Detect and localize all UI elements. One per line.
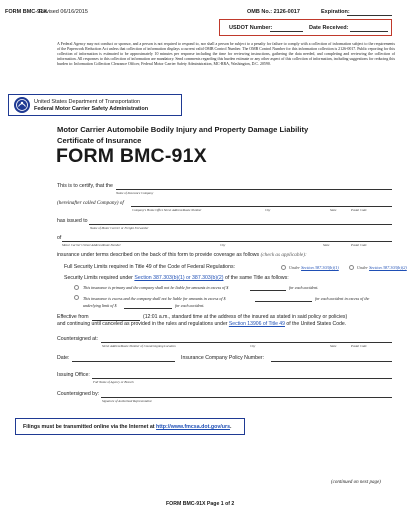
certify-label: This is to certify, that the — [57, 183, 113, 189]
under-b1-text — [289, 265, 339, 270]
insurance-company-field[interactable] — [116, 189, 392, 190]
agency-banner — [8, 94, 182, 116]
primary-insurance-text: This insurance is primary and the company shall not be liable for amounts in excess of $ — [83, 285, 229, 290]
underlying-for-each-accident: for each accident. — [175, 302, 205, 308]
usc-label: of the United States Code. — [286, 321, 347, 327]
carrier-address-field[interactable] — [62, 241, 392, 242]
filing-notice-text — [23, 424, 232, 430]
under-b2-label: Under — [357, 264, 368, 270]
issuing-office-field[interactable] — [92, 378, 392, 379]
motor-carrier-caption: Name of Motor Carrier or Freight Forwarder — [90, 226, 149, 230]
postal-caption-1: Postal Code — [351, 208, 367, 212]
postal-caption-3: Postal Code — [351, 344, 367, 348]
continuing-text — [57, 321, 346, 327]
of-label: of — [57, 235, 62, 241]
section-b2-link[interactable]: Section 387.303(b)(2) — [369, 264, 407, 270]
carrier-address-caption: Motor Carrier's Street Address/Route Number — [62, 243, 121, 247]
dot-logo-icon — [14, 97, 30, 113]
continued-note: (continued on next page) — [331, 480, 381, 485]
filing-notice-label: Filings must be transmitted online via the Internet at — [23, 424, 155, 430]
excess-amount-field[interactable] — [255, 301, 312, 302]
form-id-header: FORM BMC-91X — [5, 9, 47, 15]
countersigned-at-label: Countersigned at: — [57, 336, 98, 342]
primary-for-each-accident: for each accident. — [289, 285, 319, 290]
countersign-location-field[interactable] — [101, 342, 392, 343]
primary-insurance-radio[interactable] — [74, 285, 79, 290]
usdot-label: USDOT Number: — [229, 25, 273, 31]
has-issued-label: has issued to — [57, 218, 88, 224]
signature-field[interactable] — [101, 397, 392, 398]
expiration-label: Expiration: — [321, 9, 350, 15]
underlying-limit-field[interactable] — [124, 308, 172, 309]
page-number: FORM BMC-91X Page 1 of 2 — [166, 501, 235, 507]
countersigned-by-label: Countersigned by: — [57, 391, 100, 397]
fmcsa-urs-link[interactable]: http://www.fmcsa.dot.gov/urs — [156, 424, 231, 430]
hereinafter-label: (hereinafter called Company) of — [57, 200, 124, 206]
paperwork-notice: A Federal Agency may not conduct or sponsor, and a person is not required to respond to, nor shall a person be subject to a penalty for failure to comply with a collection of information subject to the requirements of the Paperwork Reduction Act unless that collection of information displays a current valid OMB Control Number. The OMB Control Number for this information collection is 2126-0017. Public reporting for this collection of information is estimated to be approximately 10 minutes per response including the time for reviewing instructions, gathering the data needed, and completing and reviewing the collection of information. All responses to this collection of information are mandatory. Send comments regarding this burden estimate or any other aspect of this collection of information, including suggestions for reducing this burden to: Information Collection Clearance Officer, Federal Motor Carrier Safety Administration, MC-RRA, Washington, D.C. 20590. — [57, 41, 395, 67]
home-office-caption: Company's Home Office Street Address/Route Number — [132, 208, 202, 212]
policy-number-field[interactable] — [271, 361, 392, 362]
section-b1-link[interactable]: Section 387.303(b)(1) — [301, 264, 339, 270]
same-title-label: of the same Title as follows: — [224, 275, 289, 281]
home-office-field[interactable] — [131, 206, 392, 207]
check-applicable-note: (check as applicable): — [260, 252, 307, 258]
state-caption-1: State — [330, 208, 337, 212]
full-security-label: Full Security Limits required in Title 49 of the Code of Federal Regulations: — [64, 264, 235, 270]
agency-branch-caption: Full Name of Agency or Branch — [93, 380, 134, 384]
under-b1-label: Under — [289, 264, 300, 270]
agency-line-1: United States Department of Transportation — [34, 99, 141, 105]
security-limits-text — [64, 275, 289, 281]
filing-notice-box — [15, 418, 245, 435]
policy-number-label: Insurance Company Policy Number: — [181, 355, 265, 361]
excess-tail-text: for each accident in excess of the — [315, 295, 370, 301]
section-b1-b2-link[interactable]: Section 387.303(b)(1) or 387.303(b)(2) — [134, 275, 224, 281]
motor-carrier-field[interactable] — [89, 224, 392, 225]
section-13906-link[interactable]: Section 13906 of Title 49 — [228, 321, 285, 327]
revised-date: Revised 06/16/2015 — [39, 9, 88, 15]
date-label: Date: — [57, 355, 70, 361]
issuing-office-label: Issuing Office: — [57, 372, 90, 378]
date-received-label: Date Received: — [309, 25, 349, 31]
date-received-field[interactable] — [350, 31, 388, 32]
full-security-b2-radio[interactable] — [349, 265, 354, 270]
city-caption-1: City — [265, 208, 271, 212]
full-security-b1-radio[interactable] — [281, 265, 286, 270]
city-caption-2: City — [220, 243, 226, 247]
signature-caption: Signature of Authorized Representative — [102, 399, 152, 403]
form-title: Motor Carrier Automobile Bodily Injury and Property Damage Liability — [57, 125, 309, 134]
insurance-terms-label: insurance under terms described on the back of this form to provide coverage as follows — [57, 252, 260, 258]
under-b2-text — [357, 265, 407, 270]
effective-from-label: Effective from — [57, 314, 89, 320]
excess-insurance-text: This insurance is excess and the company shall not be liable for amounts in excess of $ — [83, 295, 226, 301]
countersign-location-caption: Street Address/Route Number of Countersigning Location — [102, 344, 176, 348]
underlying-limit-label: underlying limit of $ — [83, 302, 117, 308]
state-caption-2: State — [323, 243, 330, 247]
office-use-box — [219, 19, 392, 36]
security-limits-label: Security Limits required under — [64, 275, 133, 281]
state-caption-3: State — [330, 344, 337, 348]
date-field[interactable] — [72, 361, 175, 362]
usdot-field[interactable] — [270, 31, 303, 32]
effective-time-text: (12:01 a.m., standard time at the address of the insured as stated in said policy or policies) — [143, 314, 348, 320]
postal-caption-2: Postal Code — [351, 243, 367, 247]
insurance-company-caption: Name of Insurance Company — [116, 191, 154, 195]
agency-line-2: Federal Motor Carrier Safety Administration — [34, 106, 149, 112]
filing-notice-period: . — [230, 424, 232, 430]
omb-number: OMB No.: 2126-0017 — [247, 9, 300, 15]
continuing-label: and continuing until canceled as provided in the rules and regulations under — [57, 321, 228, 327]
form-number-heading: FORM BMC-91X — [56, 145, 207, 167]
excess-insurance-radio[interactable] — [74, 295, 79, 300]
expiration-line — [347, 15, 392, 16]
city-caption-3: City — [250, 344, 256, 348]
primary-amount-field[interactable] — [250, 290, 286, 291]
insurance-terms-text — [57, 252, 307, 258]
form-subtitle: Certificate of Insurance — [57, 136, 142, 145]
